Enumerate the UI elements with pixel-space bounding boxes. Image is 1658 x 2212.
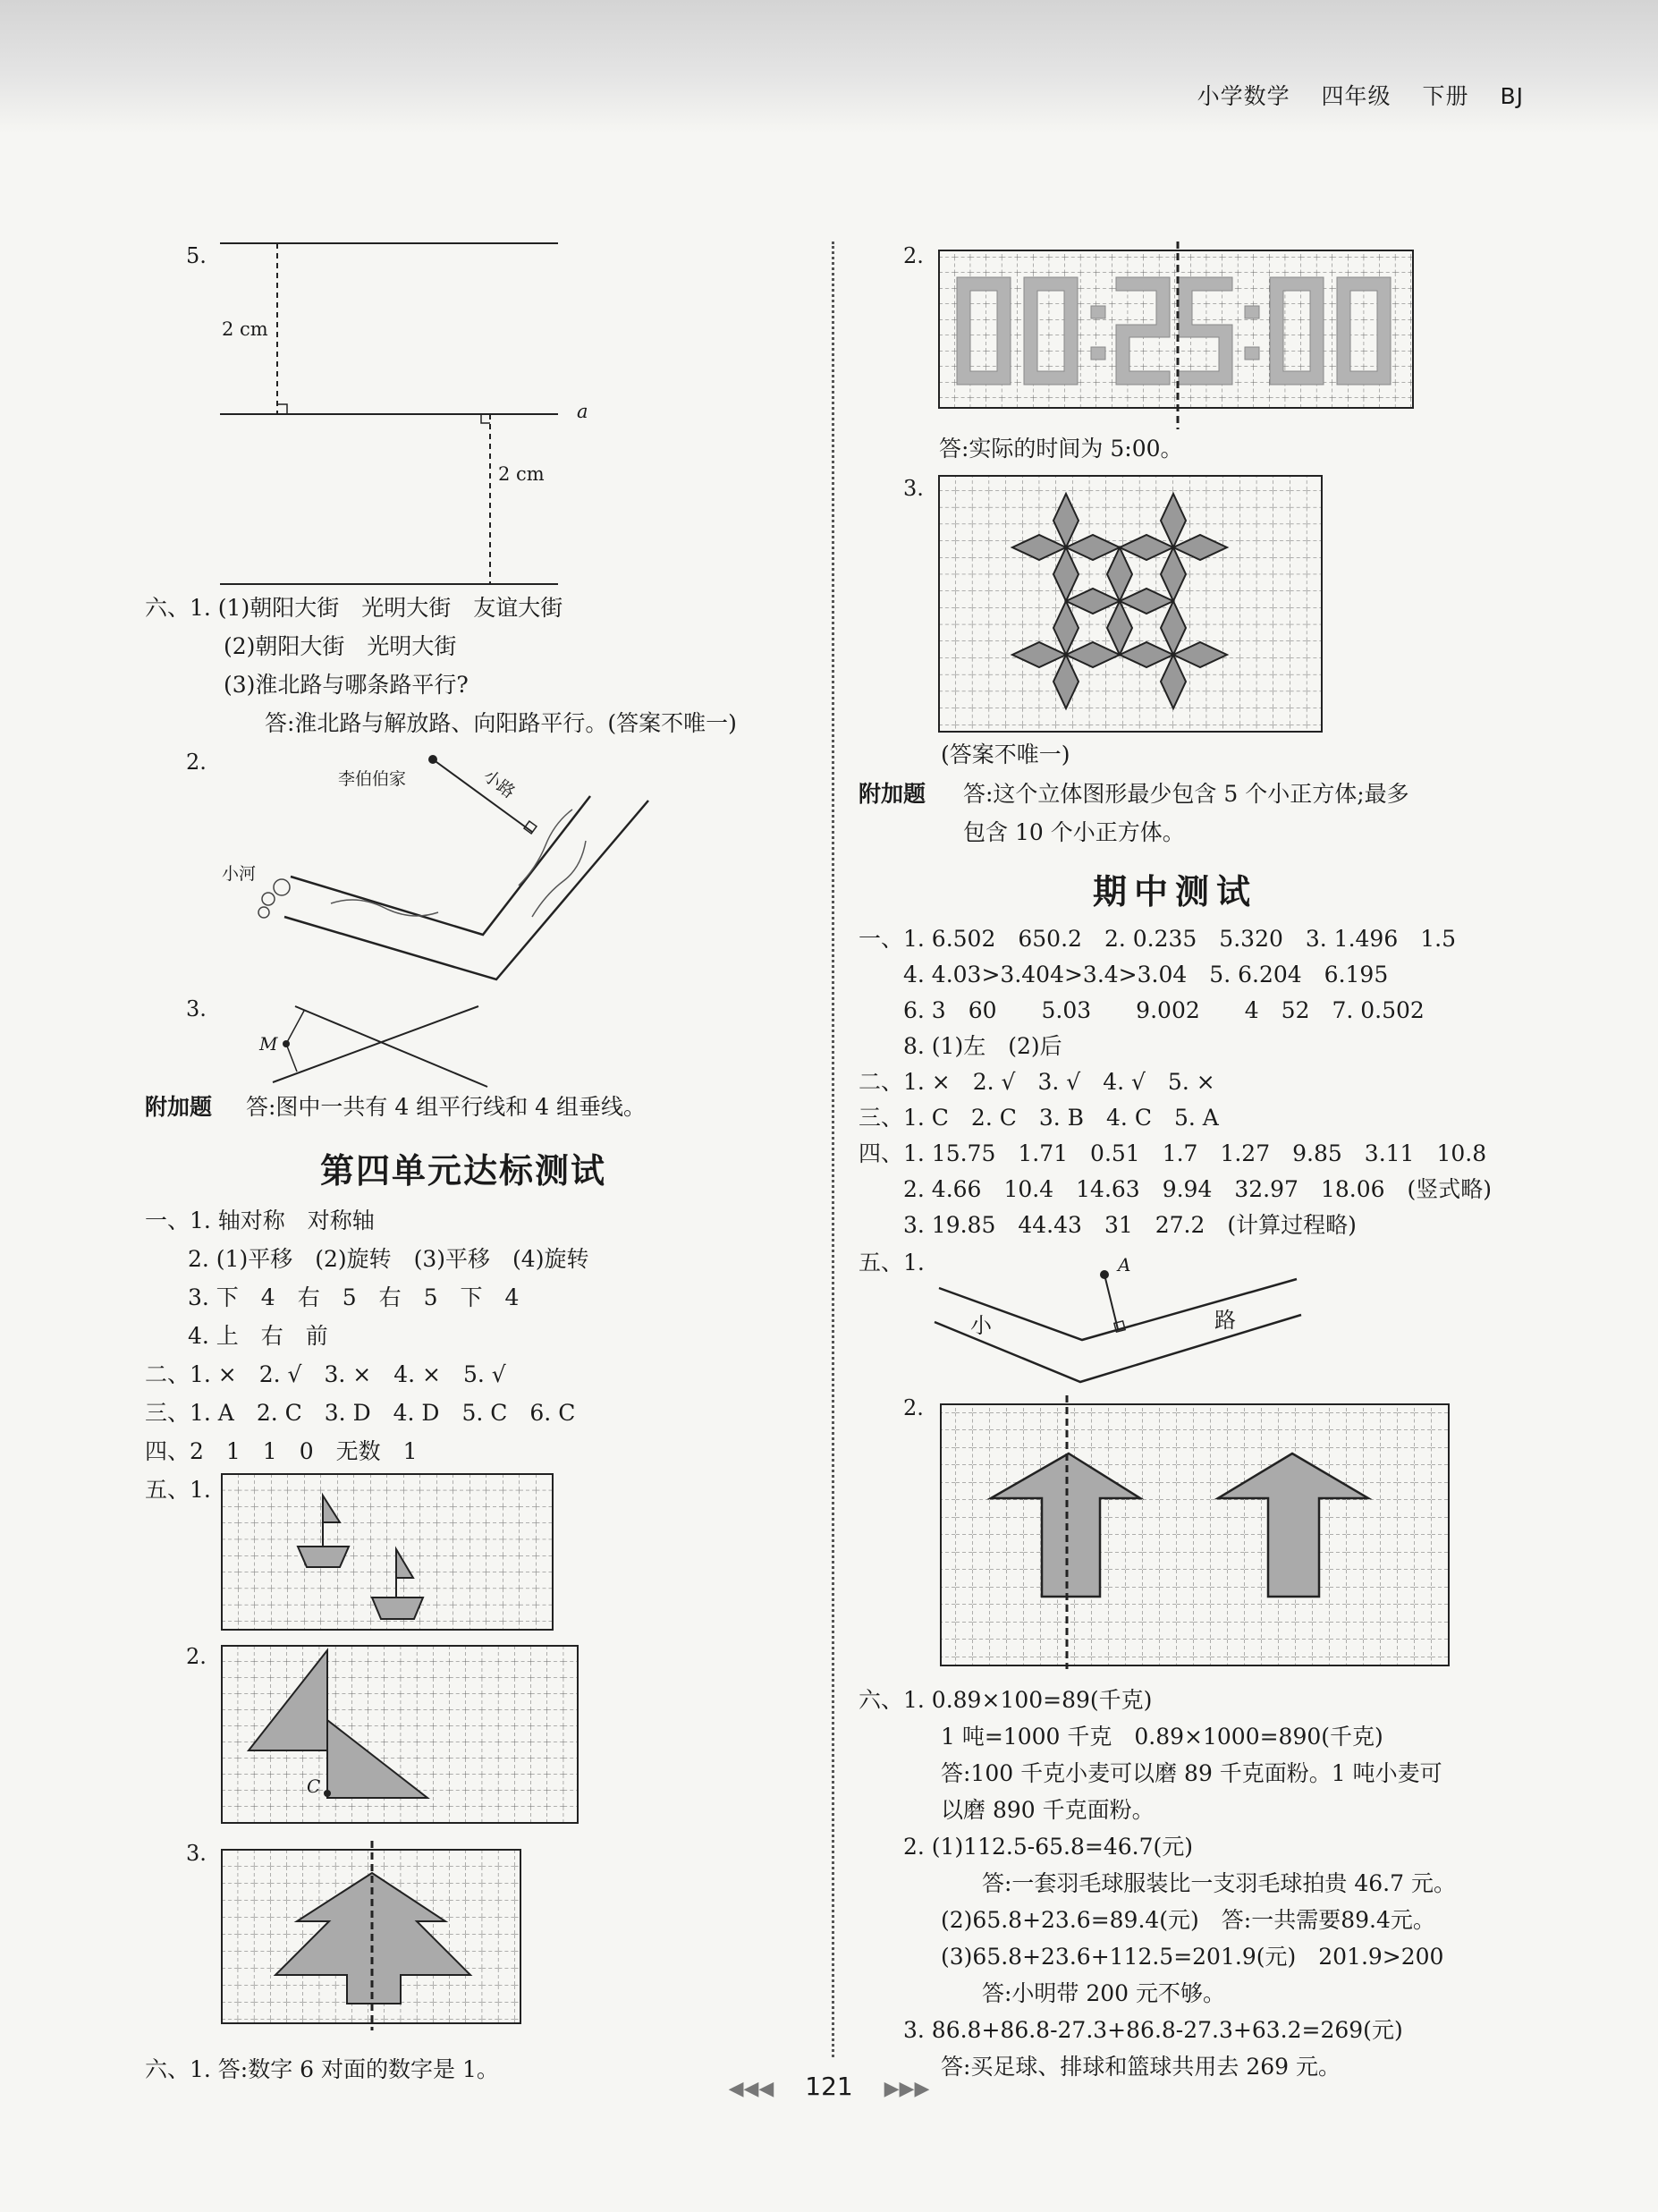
midterm-s6-line-11: 答:买足球、排球和篮球共用去 269 元。: [941, 2054, 1341, 2080]
unit4-s5-label: 五、1.: [145, 1477, 211, 1503]
unit4-s5-q3-number: 3.: [186, 1841, 207, 1866]
road-char-1: 小: [970, 1313, 992, 1338]
midterm-s6-line-6: 答:一套羽毛球服装比一支羽毛球拍贵 46.7 元。: [982, 1870, 1456, 1896]
q5-distance-top: 2 cm: [222, 318, 268, 340]
midterm-s5-label: 五、1.: [859, 1250, 925, 1276]
midterm-s6-line-7: (2)65.8+23.6=89.4(元) 答:一共需要89.4元。: [941, 1907, 1435, 1933]
intersecting-lines-figure: [268, 984, 501, 1091]
s6-line-1: 六、1. (1)朝阳大街 光明大街 友谊大街: [145, 595, 563, 621]
s6-q2-number: 2.: [186, 750, 207, 775]
midterm-s6-line-9: 答:小明带 200 元不够。: [982, 1980, 1226, 2006]
right-extra-tag: 附加题: [859, 781, 926, 807]
right-extra-line-2: 包含 10 个小正方体。: [963, 819, 1185, 845]
unit4-s5-q2-number: 2.: [186, 1644, 207, 1669]
unit4-line-6: 三、1. A 2. C 3. D 4. D 5. C 6. C: [145, 1400, 576, 1426]
unit4-line-2: 2. (1)平移 (2)旋转 (3)平移 (4)旋转: [188, 1246, 589, 1272]
midterm-s6-line-10: 3. 86.8+86.8-27.3+86.8-27.3+63.2=269(元): [903, 2017, 1403, 2043]
s6-q3-number: 3.: [186, 996, 207, 1021]
midterm-s6-line-4: 以磨 890 千克面粉。: [941, 1797, 1155, 1823]
midterm-title: 期中测试: [1093, 872, 1258, 911]
unit4-line-5: 二、1. × 2. √ 3. × 4. × 5. √: [145, 1361, 506, 1387]
unit4-grid-tree: [222, 1850, 526, 2029]
page-header: [1174, 79, 1524, 111]
midterm-line-8: 2. 4.66 10.4 14.63 9.94 32.97 18.06 (竖式略): [903, 1176, 1493, 1202]
unit4-line-4: 4. 上 右 前: [188, 1323, 328, 1349]
next-arrows-icon: ▶▶▶: [884, 2078, 930, 2100]
right-q3-number: 3.: [903, 476, 924, 501]
arrows-grid: [939, 1395, 1452, 1669]
midterm-s6-line-3: 答:100 千克小麦可以磨 89 千克面粉。1 吨小麦可: [941, 1760, 1442, 1786]
header-subject: 小学数学: [1197, 83, 1290, 109]
road-char-2: 路: [1214, 1308, 1236, 1333]
prev-arrows-icon: ◀◀◀: [728, 2078, 774, 2100]
house-label: 李伯伯家: [338, 769, 407, 789]
left-extra-text: 答:图中一共有 4 组平行线和 4 组垂线。: [246, 1094, 647, 1120]
q5-number: 5.: [186, 243, 207, 268]
midterm-line-1: 一、1. 6.502 650.2 2. 0.235 5.320 3. 1.496 1.5: [859, 926, 1457, 952]
unit4-line-7: 四、2 1 1 0 无数 1: [145, 1438, 418, 1464]
left-extra-tag: 附加题: [145, 1094, 213, 1120]
unit4-grid-triangles: [222, 1646, 579, 1825]
right-q2-number: 2.: [903, 243, 924, 268]
unit4-s6: 六、1. 答:数字 6 对面的数字是 1。: [145, 2056, 499, 2082]
unit4-grid-boats: [222, 1474, 554, 1631]
header-band: [0, 0, 1658, 134]
s6-line-2: (2)朝阳大街 光明大街: [224, 633, 457, 659]
header-edition: BJ: [1500, 83, 1524, 109]
point-c-label: C: [307, 1776, 321, 1797]
path-label: 小路: [479, 766, 519, 803]
s6-line-4: 答:淮北路与解放路、向阳路平行。(答案不唯一): [265, 710, 737, 736]
midterm-s5-q2-number: 2.: [903, 1395, 924, 1420]
midterm-s6-line-5: 2. (1)112.5-65.8=46.7(元): [903, 1834, 1194, 1860]
midterm-line-2: 4. 4.03>3.404>3.4>3.04 5. 6.204 6.195: [903, 962, 1389, 987]
page-number: 121: [805, 2072, 853, 2101]
digital-clock-grid: [939, 242, 1422, 429]
midterm-line-4: 8. (1)左 (2)后: [903, 1033, 1062, 1059]
midterm-line-6: 三、1. C 2. C 3. B 4. C 5. A: [859, 1105, 1219, 1131]
page-number-bar: [0, 2072, 1658, 2101]
right-extra-line-1: 答:这个立体图形最少包含 5 个小正方体;最多: [963, 781, 1409, 807]
midterm-line-3: 6. 3 60 5.03 9.002 4 52 7. 0.502: [903, 997, 1425, 1023]
q5-parallel-lines-figure: [215, 233, 608, 590]
q5-distance-bottom: 2 cm: [498, 463, 545, 485]
column-divider: [832, 242, 834, 2057]
q5-line-label: a: [577, 401, 588, 422]
clock-answer: 答:实际的时间为 5:00。: [939, 436, 1183, 462]
midterm-s6-line-1: 六、1. 0.89×100=89(千克): [859, 1687, 1153, 1713]
unit4-line-3: 3. 下 4 右 5 右 5 下 4: [188, 1284, 520, 1310]
midterm-line-5: 二、1. × 2. √ 3. √ 4. √ 5. ×: [859, 1069, 1215, 1095]
midterm-line-7: 四、1. 15.75 1.71 0.51 1.7 1.27 9.85 3.11 10.8: [859, 1140, 1487, 1166]
river-label: 小河: [222, 864, 257, 884]
river-figure: [215, 751, 662, 984]
midterm-line-9: 3. 19.85 44.43 31 27.2 (计算过程略): [903, 1212, 1357, 1238]
diamond-pattern-grid: [939, 474, 1325, 733]
s6-line-3: (3)淮北路与哪条路平行?: [224, 672, 469, 698]
unit4-title: 第四单元达标测试: [320, 1151, 607, 1191]
point-m-label: M: [259, 1033, 278, 1055]
midterm-s6-line-8: (3)65.8+23.6+112.5=201.9(元) 201.9>200: [941, 1944, 1444, 1970]
unit4-line-1: 一、1. 轴对称 对称轴: [145, 1208, 375, 1233]
diamond-note: (答案不唯一): [941, 742, 1070, 767]
header-volume: 下册: [1422, 83, 1469, 109]
midterm-s6-line-2: 1 吨=1000 千克 0.89×1000=890(千克): [941, 1724, 1383, 1750]
header-grade: 四年级: [1321, 83, 1392, 109]
point-a-label: A: [1118, 1254, 1131, 1276]
